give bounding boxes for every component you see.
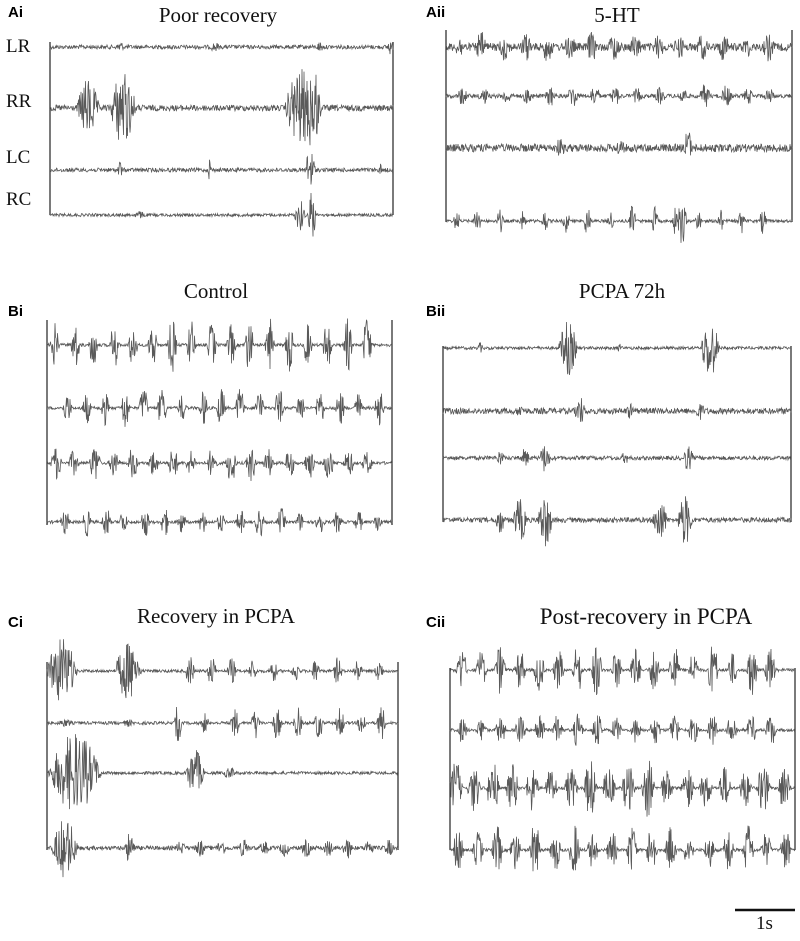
trace-bii-1 xyxy=(443,322,791,375)
panel-label-bi: Bi xyxy=(8,303,23,320)
panel-label-ai: Ai xyxy=(8,4,23,21)
trace-ci-4 xyxy=(47,821,398,877)
trace-aii-4 xyxy=(446,206,792,243)
trace-ci-1 xyxy=(47,639,398,700)
trace-bi-2 xyxy=(47,389,392,427)
panel-title-ai: Poor recovery xyxy=(158,3,278,27)
trace-ai-lc xyxy=(50,154,393,185)
trace-ci-2 xyxy=(47,707,398,741)
trace-cii-3 xyxy=(450,761,795,817)
trace-cii-4 xyxy=(450,826,795,872)
trace-label-rc: RC xyxy=(6,189,32,210)
trace-aii-1 xyxy=(446,32,792,61)
panel-title-ci: Recovery in PCPA xyxy=(137,604,295,628)
panel-title-aii: 5-HT xyxy=(594,3,640,27)
trace-bi-3 xyxy=(47,449,392,481)
trace-aii-3 xyxy=(446,133,792,156)
trace-ai-rr xyxy=(50,69,393,145)
trace-label-lc: LC xyxy=(6,147,31,168)
trace-ai-rc xyxy=(50,193,393,237)
trace-ci-3 xyxy=(47,734,398,809)
panel-label-aii: Aii xyxy=(426,4,446,21)
panel-title-bii: PCPA 72h xyxy=(578,279,666,303)
trace-ai-lr xyxy=(50,43,393,55)
panel-label-bii: Bii xyxy=(426,303,446,320)
panel-label-ci: Ci xyxy=(8,614,23,631)
panel-title-bi: Control xyxy=(183,279,249,303)
trace-bii-3 xyxy=(443,446,791,471)
trace-bi-4 xyxy=(47,509,392,537)
trace-bii-4 xyxy=(443,496,791,546)
trace-label-rr: RR xyxy=(6,91,32,112)
trace-aii-2 xyxy=(446,85,792,107)
trace-cii-1 xyxy=(450,647,795,695)
trace-bii-2 xyxy=(443,398,791,422)
panel-title-cii: Post-recovery in PCPA xyxy=(539,604,753,629)
trace-bi-1 xyxy=(47,319,392,372)
trace-label-lr: LR xyxy=(6,36,31,57)
trace-cii-2 xyxy=(450,714,795,746)
scale-bar-label: 1s xyxy=(756,913,773,934)
panel-label-cii: Cii xyxy=(426,614,446,631)
